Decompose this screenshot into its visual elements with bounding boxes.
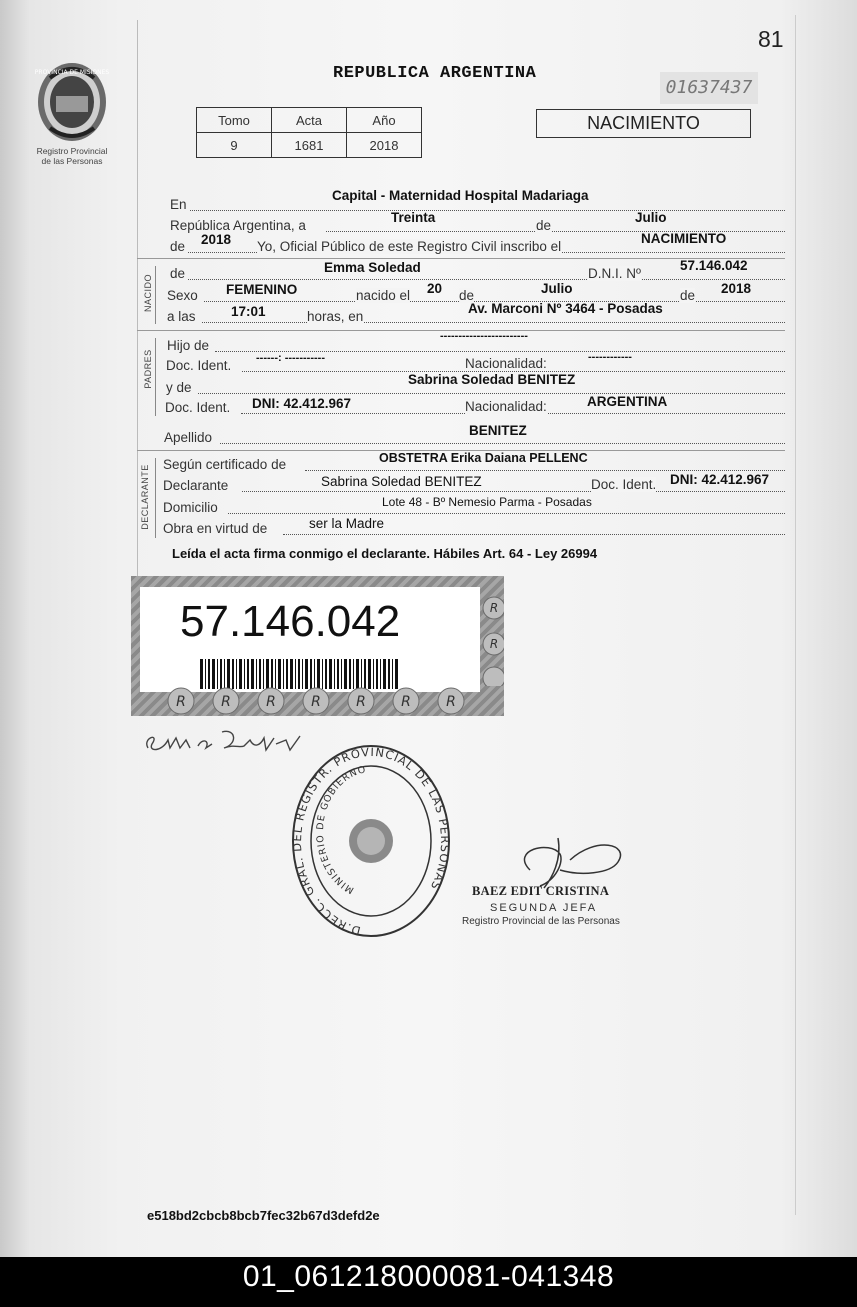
declarante-section-label: DECLARANTE [140,464,150,530]
card-watermark-column [480,586,504,686]
stamp-inner-text: MINISTERIO DE GOBIERNO [314,764,368,896]
alas-label: a las [167,309,196,324]
dni-card-face [140,587,480,692]
birth-month: Julio [541,281,573,296]
dotted-line [305,470,785,471]
watermark-letter: R [489,601,499,615]
hijo-de-label: Hijo de [167,338,210,353]
tomo-acta-anio-table [196,107,422,158]
domicilio-label: Domicilio [163,500,218,515]
document-hash: e518bd2cbcb8bcb7fec32b67d3defd2e [147,1208,380,1223]
declarant-label: Declarante [163,478,229,493]
officer-role: SEGUNDA JEFA [490,902,598,914]
logo-caption-line2: de las Personas [41,156,103,166]
horas-label: horas, en [307,309,364,324]
watermark-letter: R [311,694,321,710]
official-oval-stamp [290,742,452,940]
declarant-doc: DNI: 42.412.967 [670,472,770,487]
section-bracket [155,266,156,324]
dotted-line [190,210,785,211]
watermark-letter: R [176,694,186,710]
record-type-box: NACIMIENTO [536,109,751,138]
mother-name: Sabrina Soledad BENITEZ [408,372,576,387]
tomo-header: Tomo [197,108,272,133]
declarant-signature-text: Sabrina Benitez [140,718,148,719]
father-nationality-label: Nacionalidad: [465,356,547,371]
dotted-line [242,491,785,492]
dotted-line [188,279,785,280]
tomo-value: 9 [197,133,272,158]
officer-signature [500,830,630,892]
mother-doc-label: Doc. Ident. [165,400,231,415]
dotted-line [283,534,785,535]
declarant-doc-label: Doc. Ident. [591,477,657,492]
child-name: Emma Soledad [324,260,421,275]
watermark-letter: R [401,694,411,710]
serial-number: 01637437 [660,72,758,104]
birth-year: 2018 [721,281,752,296]
en-label: En [170,197,187,212]
mother-nationality-label: Nacionalidad: [465,399,547,414]
acta-value: 1681 [272,133,347,158]
birth-place: Av. Marconi Nº 3464 - Posadas [468,301,663,316]
certificate-label: Según certificado de [163,457,287,472]
officer-name: BAEZ EDIT CRISTINA [472,884,610,898]
birth-day: 20 [427,281,443,296]
obra-value: ser la Madre [309,516,385,531]
reading-note: Leída el acta firma conmigo el declarante. Hábiles Art. 64 - Ley 26994 [172,546,598,561]
officer-organization: Registro Provincial de las Personas [462,916,620,927]
watermark-letter: R [266,694,276,710]
dni-number-card [131,576,504,716]
dni-card-number: 57.146.042 [180,597,401,646]
logo-caption-line1: Registro Provincial [36,146,108,156]
father-doc: ------: ----------- [256,352,325,364]
province-emblem-logo [34,58,110,144]
mother-doc: DNI: 42.412.967 [252,396,352,411]
nacido-el-label: nacido el [356,288,411,303]
officer-statement: Yo, Oficial Público de este Registro Civil inscribo el [257,239,562,254]
birth-time: 17:01 [231,304,266,319]
watermark-letter: R [489,637,499,651]
dotted-line [198,393,785,394]
birth-de-label-2: de [680,288,696,303]
emblem-text: PROVINCIA DE MISIONES [34,69,110,76]
de-label: de [536,218,552,233]
child-dni: 57.146.042 [680,258,748,273]
inscribed-type: NACIMIENTO [641,231,727,246]
birth-de-label: de [459,288,475,303]
nacido-de-label: de [170,266,186,281]
yde-label: y de [166,380,192,395]
right-margin-line [795,15,796,1215]
dni-label: D.N.I. Nº [588,266,641,281]
registration-place: Capital - Maternidad Hospital Madariaga [332,188,589,203]
dotted-line [228,513,785,514]
footer-code: 01_061218000081-041348 [242,1260,615,1293]
certificate-by: OBSTETRA Erika Daiana PELLENC [379,451,588,465]
surname: BENITEZ [469,423,527,438]
acta-header: Acta [272,108,347,133]
father-nationality: ------------ [588,351,632,363]
dotted-line [220,443,785,444]
dotted-line [202,322,785,323]
padres-section-label: PADRES [143,349,153,389]
registration-month: Julio [635,210,667,225]
declarant-address: Lote 48 - Bº Nemesio Parma - Posadas [382,495,592,509]
registration-year: 2018 [201,232,232,247]
anio-header: Año [347,108,422,133]
declarant-name: Sabrina Soledad BENITEZ [321,474,482,489]
apellido-label: Apellido [164,430,213,445]
watermark-letter: R [221,694,231,710]
father-doc-label: Doc. Ident. [166,358,232,373]
logo-caption [20,146,124,166]
section-bracket [155,338,156,416]
sexo-label: Sexo [167,288,198,303]
father-name: ------------------------ [440,330,528,342]
child-sex: FEMENINO [226,282,298,297]
mother-nationality: ARGENTINA [587,394,668,409]
registration-day: Treinta [391,210,436,225]
stamp-outer-text: D.RECC. GRAL. DEL REGISTR. PROVINCIAL DE LAS PERSONAS [290,744,452,938]
country-label: República Argentina, a [170,218,306,233]
document-title: REPUBLICA ARGENTINA [333,64,537,83]
anio-value: 2018 [347,133,422,158]
year-prefix-label: de [170,239,186,254]
watermark-letter: R [356,694,366,710]
nacido-section-label: NACIDO [143,274,153,313]
barcode [200,659,400,689]
watermark-letter: R [446,694,456,710]
page-number: 81 [758,26,784,52]
card-watermark-row [131,686,504,716]
declarant-signature [140,718,310,762]
obra-label: Obra en virtud de [163,521,268,536]
section-bracket [155,458,156,538]
